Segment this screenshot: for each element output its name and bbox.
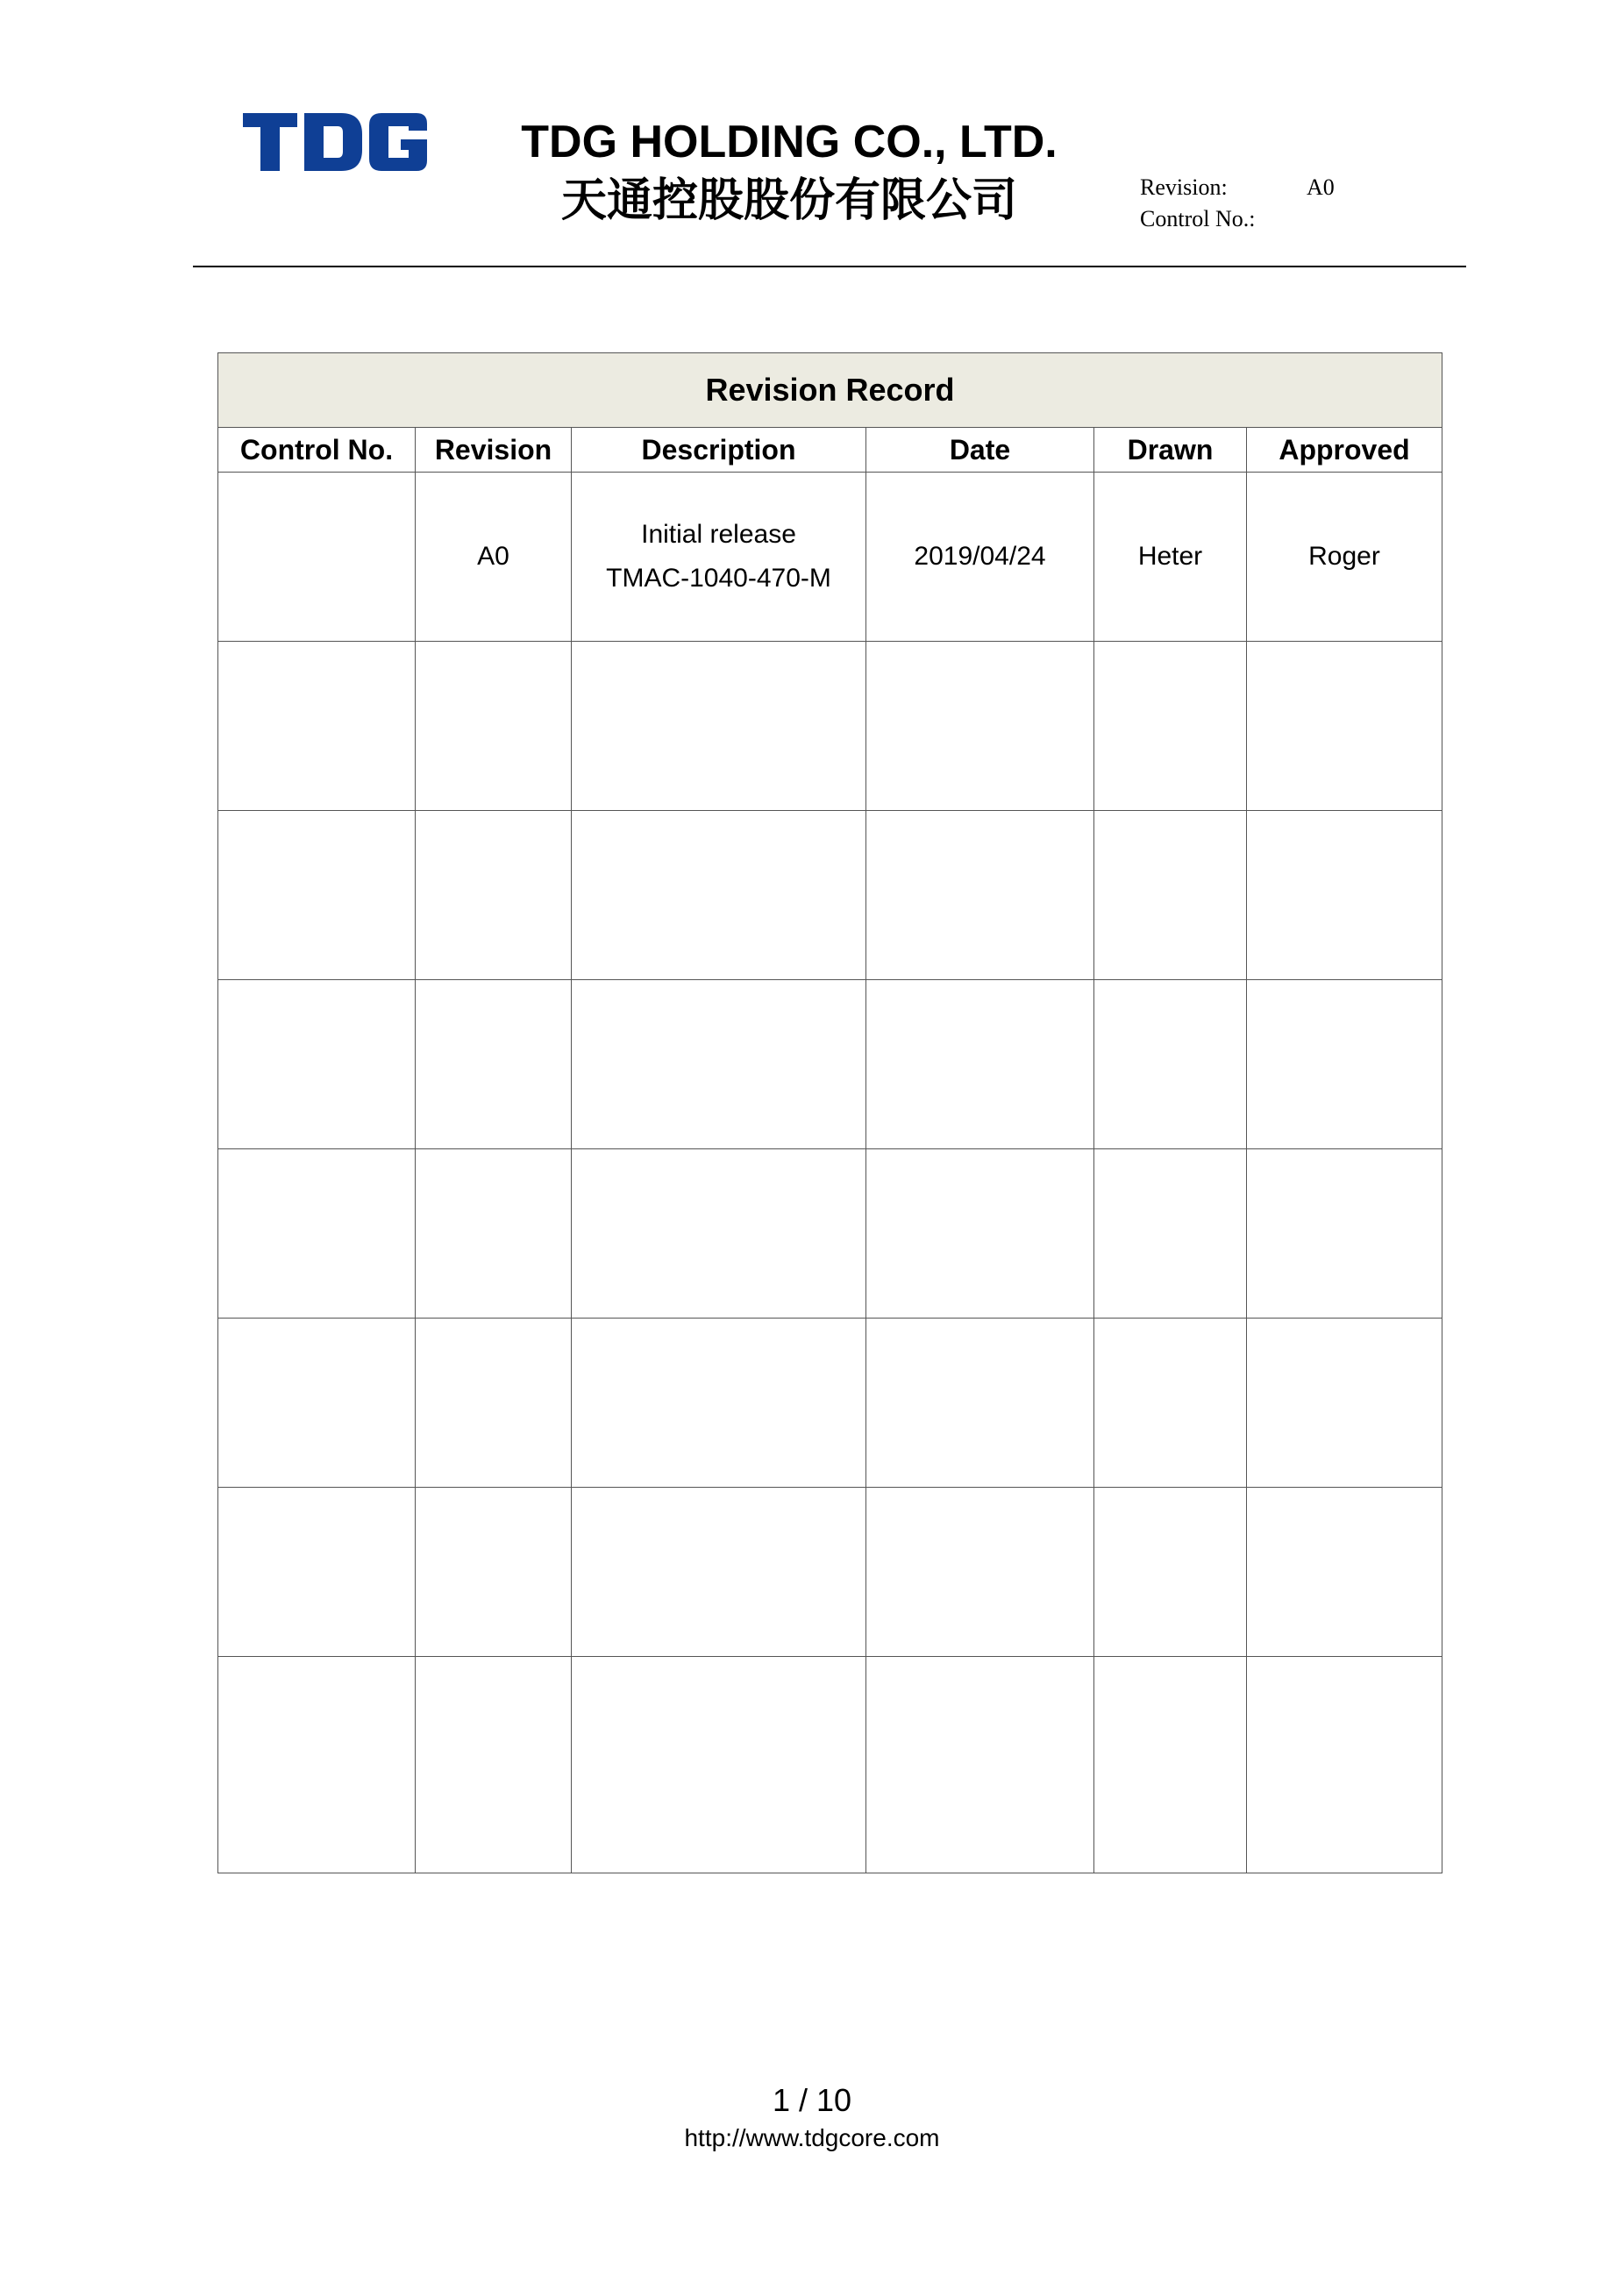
column-header-approved: Approved bbox=[1247, 428, 1442, 473]
cell-drawn bbox=[1094, 1488, 1247, 1657]
cell-approved bbox=[1247, 1319, 1442, 1488]
cell-revision bbox=[416, 1657, 572, 1873]
revision-record-table bbox=[217, 352, 1442, 1873]
cell-control-no bbox=[218, 642, 416, 811]
control-no-row bbox=[1140, 203, 1255, 235]
table-row bbox=[218, 1149, 1442, 1319]
cell-description bbox=[572, 1319, 866, 1488]
cell-drawn bbox=[1094, 1657, 1247, 1873]
cell-control-no bbox=[218, 811, 416, 980]
cell-approved bbox=[1247, 811, 1442, 980]
company-name-chinese: 天通控股股份有限公司 bbox=[560, 174, 1017, 227]
cell-drawn: Heter bbox=[1094, 473, 1247, 642]
table-title: Revision Record bbox=[218, 353, 1442, 428]
revision-row bbox=[1140, 172, 1335, 203]
cell-description bbox=[572, 642, 866, 811]
cell-drawn bbox=[1094, 1149, 1247, 1319]
header-divider bbox=[193, 266, 1466, 267]
cell-drawn bbox=[1094, 642, 1247, 811]
revision-label: Revision: bbox=[1140, 174, 1228, 200]
cell-revision: A0 bbox=[416, 473, 572, 642]
column-header-drawn: Drawn bbox=[1094, 428, 1247, 473]
cell-revision bbox=[416, 1319, 572, 1488]
table-row bbox=[218, 980, 1442, 1149]
company-name-english: TDG HOLDING CO., LTD. bbox=[521, 117, 1058, 167]
cell-description bbox=[572, 1657, 866, 1873]
table-row bbox=[218, 642, 1442, 811]
cell-drawn bbox=[1094, 980, 1247, 1149]
cell-approved: Roger bbox=[1247, 473, 1442, 642]
footer-url: http://www.tdgcore.com bbox=[684, 2124, 940, 2151]
column-header-control-no: Control No. bbox=[218, 428, 416, 473]
cell-revision bbox=[416, 642, 572, 811]
table-row bbox=[218, 473, 1442, 642]
table-row bbox=[218, 1319, 1442, 1488]
cell-control-no bbox=[218, 1319, 416, 1488]
cell-control-no bbox=[218, 1488, 416, 1657]
cell-date bbox=[866, 642, 1094, 811]
cell-drawn bbox=[1094, 811, 1247, 980]
cell-control-no bbox=[218, 473, 416, 642]
cell-date bbox=[866, 1149, 1094, 1319]
table-header-row bbox=[218, 428, 1442, 473]
description-line: TMAC-1040-470-M bbox=[606, 564, 831, 593]
cell-control-no bbox=[218, 980, 416, 1149]
cell-date bbox=[866, 811, 1094, 980]
cell-approved bbox=[1247, 642, 1442, 811]
revision-value: A0 bbox=[1307, 174, 1335, 200]
cell-description bbox=[572, 980, 866, 1149]
control-no-label: Control No.: bbox=[1140, 206, 1256, 231]
column-header-description: Description bbox=[572, 428, 866, 473]
cell-revision bbox=[416, 980, 572, 1149]
cell-date: 2019/04/24 bbox=[866, 473, 1094, 642]
cell-approved bbox=[1247, 1149, 1442, 1319]
cell-approved bbox=[1247, 1657, 1442, 1873]
page-indicator: 1 / 10 bbox=[772, 2082, 852, 2118]
table-row bbox=[218, 811, 1442, 980]
document-meta bbox=[1140, 172, 1335, 235]
cell-control-no bbox=[218, 1657, 416, 1873]
column-header-revision: Revision bbox=[416, 428, 572, 473]
table-row bbox=[218, 1657, 1442, 1873]
column-header-date: Date bbox=[866, 428, 1094, 473]
cell-control-no bbox=[218, 1149, 416, 1319]
cell-revision bbox=[416, 1149, 572, 1319]
cell-date bbox=[866, 1488, 1094, 1657]
cell-revision bbox=[416, 811, 572, 980]
cell-description bbox=[572, 811, 866, 980]
description-line: Initial release bbox=[641, 520, 796, 549]
table-row bbox=[218, 1488, 1442, 1657]
cell-drawn bbox=[1094, 1319, 1247, 1488]
cell-date bbox=[866, 1657, 1094, 1873]
cell-description bbox=[572, 1149, 866, 1319]
cell-description bbox=[572, 1488, 866, 1657]
cell-description bbox=[572, 473, 866, 642]
company-logo bbox=[243, 113, 427, 171]
cell-approved bbox=[1247, 1488, 1442, 1657]
cell-date bbox=[866, 1319, 1094, 1488]
cell-date bbox=[866, 980, 1094, 1149]
cell-revision bbox=[416, 1488, 572, 1657]
cell-approved bbox=[1247, 980, 1442, 1149]
